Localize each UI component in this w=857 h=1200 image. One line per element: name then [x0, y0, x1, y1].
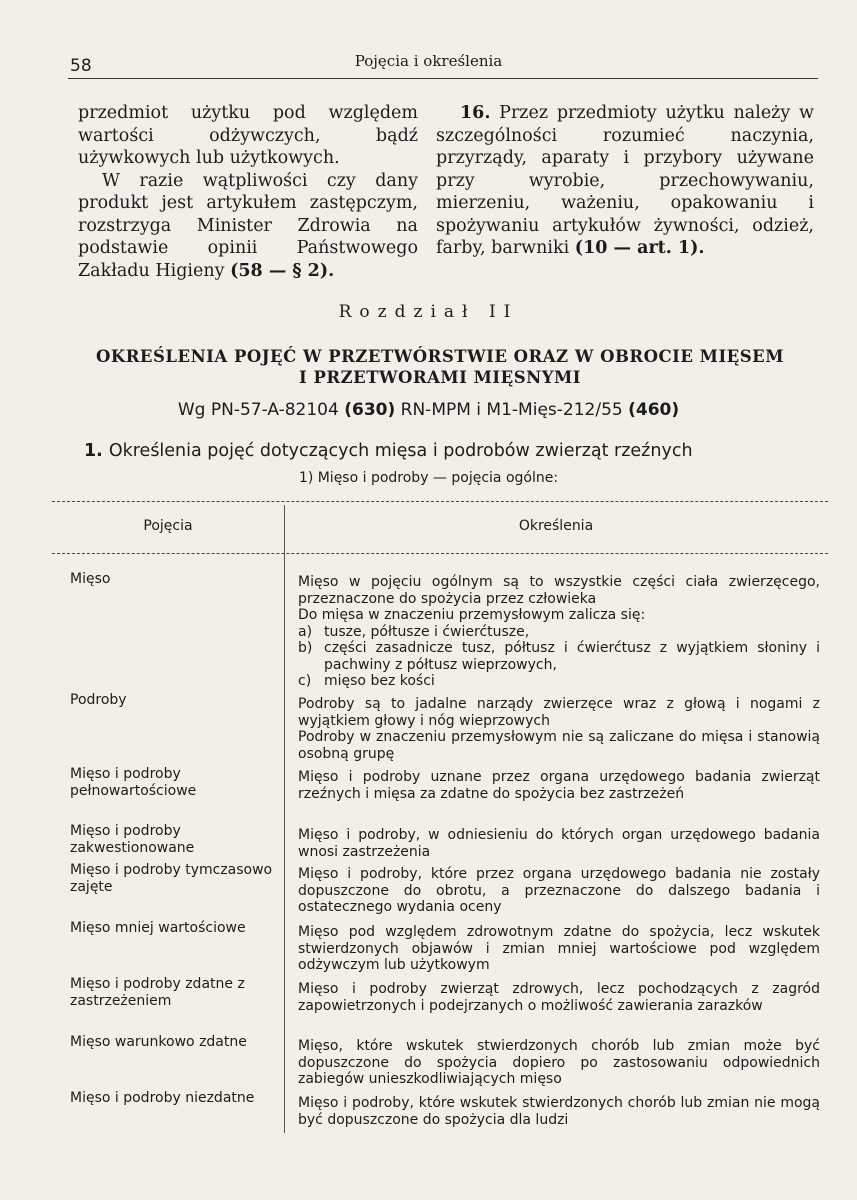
chapter-title [60, 346, 820, 388]
standard-mid: RN-MPM i M1-Mięs-212/55 [400, 400, 623, 420]
intro-right-paragraph [436, 102, 814, 260]
term-cell: Mięso i podroby pełnowartościowe [70, 766, 197, 799]
definition-cell [298, 1038, 820, 1088]
table-top-rule [52, 501, 828, 502]
section-title: Określenia pojęć dotyczących mięsa i podrobów zwierząt rzeźnych [108, 441, 693, 461]
list-item-label: b) [298, 640, 313, 656]
definition-text: Mięso pod względem zdrowotnym zdatne do spożycia, lecz wskutek stwierdzonych objawów i zmian mniej wartościowe pod względem odżywczym lub użytkowym [298, 924, 820, 973]
table-column-divider [284, 505, 285, 1133]
definition-text: Do mięsa w znaczeniu przemysłowym zalicza się: [298, 607, 646, 623]
header-rule [68, 78, 818, 79]
term-cell: Mięso i podroby zakwestionowane [70, 823, 195, 856]
definition-cell [298, 696, 820, 762]
standard-reference [0, 400, 857, 420]
chapter-title-line-2: I PRZETWORAMI MIĘSNYMI [299, 368, 581, 387]
list-item-text: części zasadnicze tusz, półtusz i ćwierćtusz z wyjątkiem słoniny i pachwiny z półtusz wieprzowych, [324, 640, 820, 673]
term-cell: Mięso [70, 571, 111, 587]
subsection-title: 1) Mięso i podroby — pojęcia ogólne: [298, 470, 559, 486]
intro-left-column [78, 102, 418, 282]
intro-left-paragraph-1: przedmiot użytku pod względem wartości odżywczych, bądź używkowych lub użytkowych. [78, 103, 418, 168]
definition-text: Mięso i podroby uznane przez organa urzędowego badania zwierząt rzeźnych i mięsa za zdatne do spożycia bez zastrzeżeń [298, 769, 820, 802]
standard-prefix: Wg PN-57-A-82104 [177, 400, 339, 420]
term-cell: Mięso mniej wartościowe [70, 920, 246, 936]
page-number: 58 [70, 56, 92, 76]
intro-right-text: Przez przedmioty użytku należy w szczególności rozumieć naczynia, przyrządy, aparaty i przybory używane przy wyrobie, przechowywaniu, mierzeniu, ważeniu, opakowaniu i spożywaniu artykułów żywności, odzież, farby, barwniki [436, 103, 814, 258]
definition-cell [298, 574, 820, 690]
standard-ref-1: (630) [344, 400, 396, 420]
definition-cell [298, 981, 820, 1014]
definition-text: Podroby w znaczeniu przemysłowym nie są zaliczane do mięsa i stanowią osobną grupę [298, 729, 820, 762]
column-header-definitions: Określenia [518, 518, 594, 534]
definition-text: Mięso i podroby, które przez organa urzędowego badania nie zostały dopuszczone do obrotu, a przeznaczone do dalszego badania i ostatecznego wydania oceny [298, 866, 820, 915]
list-item-text: tusze, półtusze i ćwierćtusze, [324, 623, 530, 640]
section-number: 1. [84, 441, 103, 461]
definition-cell [298, 924, 820, 974]
chapter-label: Rozdział II [338, 302, 519, 322]
table-head-rule [52, 553, 828, 554]
list-item [298, 673, 820, 690]
definition-text: Mięso i podroby zwierząt zdrowych, lecz pochodzących z zagród zapowietrzonych i podejrzanych o możliwość zawierania zarazków [298, 981, 820, 1014]
chapter-title-line-1: OKREŚLENIA POJĘĆ W PRZETWÓRSTWIE ORAZ W OBROCIE MIĘSEM [96, 347, 784, 366]
definition-cell [298, 1095, 820, 1128]
section-heading [84, 441, 814, 461]
intro-right-reference: (10 — art. 1). [574, 238, 705, 258]
term-cell: Mięso i podroby niezdatne [70, 1090, 255, 1106]
definition-text: Podroby są to jadalne narządy zwierzęce wraz z głową i nogami z wyjątkiem głowy i nóg wieprzowych [298, 696, 820, 729]
term-cell: Mięso warunkowo zdatne [70, 1034, 247, 1050]
list-item-text: mięso bez kości [324, 673, 435, 689]
term-cell: Mięso i podroby zdatne z zastrzeżeniem [70, 976, 245, 1009]
definition-text: Mięso i podroby, w odniesieniu do których organ urzędowego badania wnosi zastrzeżenia [298, 827, 820, 860]
list-item-label: c) [298, 673, 312, 689]
intro-left-paragraph-2-text: W razie wątpliwości czy dany produkt jest artykułem zastępczym, rozstrzyga Minister Zdrowia na podstawie opinii Państwowego Zakładu Higieny [78, 170, 418, 281]
list-item [298, 640, 820, 673]
intro-right-column [436, 102, 814, 260]
column-header-terms: Pojęcia [143, 518, 193, 534]
definition-text: Mięso, które wskutek stwierdzonych chorób lub zmian może być dopuszczone do spożycia dopiero po zastosowaniu odpowiednich zabiegów unieszkodliwiających mięso [298, 1038, 820, 1087]
intro-left-paragraph-2 [78, 170, 418, 283]
definition-cell [298, 866, 820, 916]
running-title: Pojęcia i określenia [354, 52, 503, 70]
standard-ref-2: (460) [628, 400, 680, 420]
intro-left-reference: (58 — § 2). [230, 260, 335, 281]
list-item [298, 624, 820, 641]
definition-cell [298, 827, 820, 860]
definition-text: Mięso w pojęciu ogólnym są to wszystkie części ciała zwierzęcego, przeznaczone do spożycia przez człowieka [298, 574, 820, 607]
term-cell: Podroby [70, 692, 127, 708]
paragraph-number: 16. [460, 103, 491, 123]
definition-text: Mięso i podroby, które wskutek stwierdzonych chorób lub zmian nie mogą być dopuszczone do spożycia dla ludzi [298, 1095, 820, 1128]
definition-cell [298, 769, 820, 802]
term-cell: Mięso i podroby tymczasowo zajęte [70, 862, 273, 895]
list-item-label: a) [298, 623, 313, 640]
